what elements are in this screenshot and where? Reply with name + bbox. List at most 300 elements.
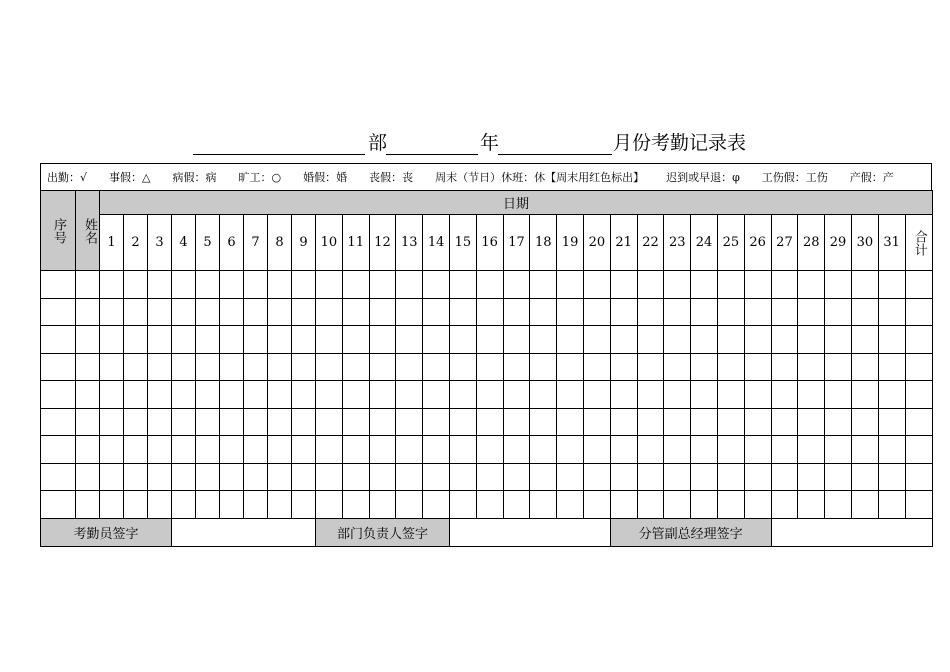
table-cell[interactable] xyxy=(423,298,450,326)
table-cell[interactable] xyxy=(557,298,584,326)
table-cell[interactable] xyxy=(851,463,878,491)
clerk-signature-field[interactable] xyxy=(172,518,316,546)
table-cell[interactable] xyxy=(449,463,476,491)
table-cell[interactable] xyxy=(172,353,196,381)
table-cell[interactable] xyxy=(196,353,220,381)
table-cell[interactable] xyxy=(476,381,503,409)
table-cell[interactable] xyxy=(905,271,932,299)
table-cell[interactable] xyxy=(610,381,637,409)
table-cell[interactable] xyxy=(557,326,584,354)
table-cell[interactable] xyxy=(503,436,530,464)
table-cell[interactable] xyxy=(664,491,691,519)
table-cell[interactable] xyxy=(172,408,196,436)
table-cell[interactable] xyxy=(244,298,268,326)
table-cell[interactable] xyxy=(76,271,100,299)
table-cell[interactable] xyxy=(798,408,825,436)
table-cell[interactable] xyxy=(664,436,691,464)
table-cell[interactable] xyxy=(396,326,423,354)
table-cell[interactable] xyxy=(342,436,369,464)
table-cell[interactable] xyxy=(717,353,744,381)
table-cell[interactable] xyxy=(41,381,76,409)
table-cell[interactable] xyxy=(292,381,316,409)
table-cell[interactable] xyxy=(717,463,744,491)
table-cell[interactable] xyxy=(423,271,450,299)
table-cell[interactable] xyxy=(41,408,76,436)
table-cell[interactable] xyxy=(664,408,691,436)
table-cell[interactable] xyxy=(220,463,244,491)
table-cell[interactable] xyxy=(449,381,476,409)
table-cell[interactable] xyxy=(637,381,664,409)
table-cell[interactable] xyxy=(878,381,905,409)
table-cell[interactable] xyxy=(76,408,100,436)
table-cell[interactable] xyxy=(664,353,691,381)
table-cell[interactable] xyxy=(557,408,584,436)
table-cell[interactable] xyxy=(316,381,343,409)
table-cell[interactable] xyxy=(124,463,148,491)
table-cell[interactable] xyxy=(148,353,172,381)
table-cell[interactable] xyxy=(220,353,244,381)
table-cell[interactable] xyxy=(220,298,244,326)
table-cell[interactable] xyxy=(41,353,76,381)
table-cell[interactable] xyxy=(691,436,718,464)
table-cell[interactable] xyxy=(41,491,76,519)
table-cell[interactable] xyxy=(691,491,718,519)
table-cell[interactable] xyxy=(292,463,316,491)
table-cell[interactable] xyxy=(244,463,268,491)
table-cell[interactable] xyxy=(557,436,584,464)
table-cell[interactable] xyxy=(41,271,76,299)
table-cell[interactable] xyxy=(744,463,771,491)
table-cell[interactable] xyxy=(100,381,124,409)
table-cell[interactable] xyxy=(172,298,196,326)
table-cell[interactable] xyxy=(825,326,852,354)
table-cell[interactable] xyxy=(268,353,292,381)
table-cell[interactable] xyxy=(798,353,825,381)
table-cell[interactable] xyxy=(196,381,220,409)
table-cell[interactable] xyxy=(76,491,100,519)
table-cell[interactable] xyxy=(244,381,268,409)
table-cell[interactable] xyxy=(316,298,343,326)
table-cell[interactable] xyxy=(316,353,343,381)
table-cell[interactable] xyxy=(423,436,450,464)
table-cell[interactable] xyxy=(610,353,637,381)
table-cell[interactable] xyxy=(268,381,292,409)
table-cell[interactable] xyxy=(292,326,316,354)
table-cell[interactable] xyxy=(610,271,637,299)
table-cell[interactable] xyxy=(503,408,530,436)
table-cell[interactable] xyxy=(449,298,476,326)
table-cell[interactable] xyxy=(905,463,932,491)
table-cell[interactable] xyxy=(124,381,148,409)
table-cell[interactable] xyxy=(771,381,798,409)
table-cell[interactable] xyxy=(369,381,396,409)
table-cell[interactable] xyxy=(771,436,798,464)
table-cell[interactable] xyxy=(41,436,76,464)
table-cell[interactable] xyxy=(342,326,369,354)
table-cell[interactable] xyxy=(423,326,450,354)
table-cell[interactable] xyxy=(369,353,396,381)
table-cell[interactable] xyxy=(905,381,932,409)
table-cell[interactable] xyxy=(423,408,450,436)
table-cell[interactable] xyxy=(76,353,100,381)
table-cell[interactable] xyxy=(637,326,664,354)
table-cell[interactable] xyxy=(423,463,450,491)
table-cell[interactable] xyxy=(148,408,172,436)
table-cell[interactable] xyxy=(744,381,771,409)
table-cell[interactable] xyxy=(878,298,905,326)
table-cell[interactable] xyxy=(878,491,905,519)
table-cell[interactable] xyxy=(196,491,220,519)
table-cell[interactable] xyxy=(100,436,124,464)
table-cell[interactable] xyxy=(172,271,196,299)
table-cell[interactable] xyxy=(423,353,450,381)
table-cell[interactable] xyxy=(583,436,610,464)
table-cell[interactable] xyxy=(196,271,220,299)
table-cell[interactable] xyxy=(316,408,343,436)
table-cell[interactable] xyxy=(691,326,718,354)
table-cell[interactable] xyxy=(148,298,172,326)
table-cell[interactable] xyxy=(268,408,292,436)
table-cell[interactable] xyxy=(851,436,878,464)
table-cell[interactable] xyxy=(744,408,771,436)
table-cell[interactable] xyxy=(825,463,852,491)
table-cell[interactable] xyxy=(476,463,503,491)
table-cell[interactable] xyxy=(610,326,637,354)
table-cell[interactable] xyxy=(905,353,932,381)
table-cell[interactable] xyxy=(530,271,557,299)
table-cell[interactable] xyxy=(905,408,932,436)
table-cell[interactable] xyxy=(905,298,932,326)
table-cell[interactable] xyxy=(124,353,148,381)
table-cell[interactable] xyxy=(771,491,798,519)
table-cell[interactable] xyxy=(637,298,664,326)
table-cell[interactable] xyxy=(100,298,124,326)
table-cell[interactable] xyxy=(342,353,369,381)
table-cell[interactable] xyxy=(220,381,244,409)
table-cell[interactable] xyxy=(292,353,316,381)
table-cell[interactable] xyxy=(148,271,172,299)
table-cell[interactable] xyxy=(172,326,196,354)
table-cell[interactable] xyxy=(172,491,196,519)
table-cell[interactable] xyxy=(530,298,557,326)
table-cell[interactable] xyxy=(825,271,852,299)
table-cell[interactable] xyxy=(100,408,124,436)
table-cell[interactable] xyxy=(530,463,557,491)
table-cell[interactable] xyxy=(851,408,878,436)
table-cell[interactable] xyxy=(292,408,316,436)
table-cell[interactable] xyxy=(342,463,369,491)
table-cell[interactable] xyxy=(342,381,369,409)
table-cell[interactable] xyxy=(530,353,557,381)
table-cell[interactable] xyxy=(825,298,852,326)
table-cell[interactable] xyxy=(124,326,148,354)
table-cell[interactable] xyxy=(664,326,691,354)
table-cell[interactable] xyxy=(148,491,172,519)
table-cell[interactable] xyxy=(244,271,268,299)
table-cell[interactable] xyxy=(851,271,878,299)
table-cell[interactable] xyxy=(583,298,610,326)
table-cell[interactable] xyxy=(449,271,476,299)
table-cell[interactable] xyxy=(476,271,503,299)
table-cell[interactable] xyxy=(905,436,932,464)
table-cell[interactable] xyxy=(878,463,905,491)
table-cell[interactable] xyxy=(583,408,610,436)
table-cell[interactable] xyxy=(342,271,369,299)
table-cell[interactable] xyxy=(637,491,664,519)
table-cell[interactable] xyxy=(503,463,530,491)
table-cell[interactable] xyxy=(744,298,771,326)
table-cell[interactable] xyxy=(664,298,691,326)
table-cell[interactable] xyxy=(771,463,798,491)
table-cell[interactable] xyxy=(744,326,771,354)
table-cell[interactable] xyxy=(717,271,744,299)
table-cell[interactable] xyxy=(369,298,396,326)
table-cell[interactable] xyxy=(851,298,878,326)
table-cell[interactable] xyxy=(798,436,825,464)
table-cell[interactable] xyxy=(717,326,744,354)
table-cell[interactable] xyxy=(691,298,718,326)
table-cell[interactable] xyxy=(196,408,220,436)
table-cell[interactable] xyxy=(76,463,100,491)
table-cell[interactable] xyxy=(610,463,637,491)
table-cell[interactable] xyxy=(691,408,718,436)
table-cell[interactable] xyxy=(268,298,292,326)
table-cell[interactable] xyxy=(557,463,584,491)
table-cell[interactable] xyxy=(825,381,852,409)
table-cell[interactable] xyxy=(825,353,852,381)
table-cell[interactable] xyxy=(637,271,664,299)
table-cell[interactable] xyxy=(771,326,798,354)
table-cell[interactable] xyxy=(503,271,530,299)
table-cell[interactable] xyxy=(316,491,343,519)
table-cell[interactable] xyxy=(41,326,76,354)
table-cell[interactable] xyxy=(76,326,100,354)
table-cell[interactable] xyxy=(172,463,196,491)
table-cell[interactable] xyxy=(369,326,396,354)
table-cell[interactable] xyxy=(637,436,664,464)
vice-manager-signature-field[interactable] xyxy=(771,518,932,546)
table-cell[interactable] xyxy=(148,436,172,464)
table-cell[interactable] xyxy=(557,381,584,409)
table-cell[interactable] xyxy=(124,298,148,326)
table-cell[interactable] xyxy=(316,271,343,299)
table-cell[interactable] xyxy=(610,436,637,464)
table-cell[interactable] xyxy=(905,491,932,519)
table-cell[interactable] xyxy=(583,271,610,299)
table-cell[interactable] xyxy=(717,491,744,519)
table-cell[interactable] xyxy=(148,381,172,409)
table-cell[interactable] xyxy=(530,381,557,409)
table-cell[interactable] xyxy=(396,408,423,436)
table-cell[interactable] xyxy=(691,381,718,409)
table-cell[interactable] xyxy=(396,353,423,381)
table-cell[interactable] xyxy=(583,381,610,409)
table-cell[interactable] xyxy=(717,408,744,436)
table-cell[interactable] xyxy=(268,463,292,491)
table-cell[interactable] xyxy=(637,353,664,381)
table-cell[interactable] xyxy=(610,298,637,326)
table-cell[interactable] xyxy=(825,491,852,519)
table-cell[interactable] xyxy=(449,491,476,519)
table-cell[interactable] xyxy=(396,463,423,491)
table-cell[interactable] xyxy=(100,326,124,354)
table-cell[interactable] xyxy=(503,491,530,519)
table-cell[interactable] xyxy=(268,271,292,299)
table-cell[interactable] xyxy=(369,271,396,299)
table-cell[interactable] xyxy=(220,491,244,519)
table-cell[interactable] xyxy=(583,463,610,491)
table-cell[interactable] xyxy=(100,463,124,491)
table-cell[interactable] xyxy=(292,271,316,299)
table-cell[interactable] xyxy=(342,298,369,326)
table-cell[interactable] xyxy=(530,436,557,464)
table-cell[interactable] xyxy=(664,381,691,409)
table-cell[interactable] xyxy=(744,491,771,519)
table-cell[interactable] xyxy=(771,271,798,299)
table-cell[interactable] xyxy=(100,491,124,519)
table-cell[interactable] xyxy=(717,381,744,409)
table-cell[interactable] xyxy=(530,408,557,436)
table-cell[interactable] xyxy=(220,271,244,299)
table-cell[interactable] xyxy=(744,436,771,464)
table-cell[interactable] xyxy=(196,436,220,464)
table-cell[interactable] xyxy=(503,326,530,354)
table-cell[interactable] xyxy=(798,381,825,409)
table-cell[interactable] xyxy=(476,436,503,464)
table-cell[interactable] xyxy=(610,491,637,519)
table-cell[interactable] xyxy=(825,408,852,436)
table-cell[interactable] xyxy=(148,463,172,491)
table-cell[interactable] xyxy=(851,353,878,381)
table-cell[interactable] xyxy=(396,381,423,409)
table-cell[interactable] xyxy=(268,436,292,464)
table-cell[interactable] xyxy=(244,326,268,354)
table-cell[interactable] xyxy=(220,436,244,464)
table-cell[interactable] xyxy=(41,298,76,326)
table-cell[interactable] xyxy=(124,271,148,299)
table-cell[interactable] xyxy=(637,408,664,436)
table-cell[interactable] xyxy=(244,408,268,436)
table-cell[interactable] xyxy=(664,271,691,299)
dept-head-signature-field[interactable] xyxy=(449,518,610,546)
table-cell[interactable] xyxy=(503,381,530,409)
table-cell[interactable] xyxy=(396,436,423,464)
table-cell[interactable] xyxy=(396,271,423,299)
table-cell[interactable] xyxy=(798,271,825,299)
table-cell[interactable] xyxy=(771,353,798,381)
table-cell[interactable] xyxy=(717,298,744,326)
table-cell[interactable] xyxy=(771,408,798,436)
table-cell[interactable] xyxy=(196,326,220,354)
table-cell[interactable] xyxy=(851,326,878,354)
table-cell[interactable] xyxy=(342,408,369,436)
table-cell[interactable] xyxy=(316,436,343,464)
table-cell[interactable] xyxy=(220,408,244,436)
table-cell[interactable] xyxy=(316,326,343,354)
table-cell[interactable] xyxy=(268,326,292,354)
table-cell[interactable] xyxy=(530,491,557,519)
table-cell[interactable] xyxy=(476,298,503,326)
table-cell[interactable] xyxy=(423,381,450,409)
table-cell[interactable] xyxy=(878,408,905,436)
table-cell[interactable] xyxy=(530,326,557,354)
table-cell[interactable] xyxy=(244,491,268,519)
table-cell[interactable] xyxy=(825,436,852,464)
table-cell[interactable] xyxy=(316,463,343,491)
table-cell[interactable] xyxy=(124,436,148,464)
table-cell[interactable] xyxy=(878,436,905,464)
table-cell[interactable] xyxy=(342,491,369,519)
table-cell[interactable] xyxy=(503,353,530,381)
table-cell[interactable] xyxy=(744,353,771,381)
table-cell[interactable] xyxy=(172,381,196,409)
table-cell[interactable] xyxy=(196,298,220,326)
table-cell[interactable] xyxy=(476,326,503,354)
table-cell[interactable] xyxy=(476,353,503,381)
table-cell[interactable] xyxy=(476,491,503,519)
table-cell[interactable] xyxy=(292,491,316,519)
table-cell[interactable] xyxy=(76,436,100,464)
table-cell[interactable] xyxy=(396,491,423,519)
table-cell[interactable] xyxy=(798,298,825,326)
table-cell[interactable] xyxy=(449,408,476,436)
table-cell[interactable] xyxy=(557,491,584,519)
table-cell[interactable] xyxy=(637,463,664,491)
table-cell[interactable] xyxy=(771,298,798,326)
table-cell[interactable] xyxy=(76,381,100,409)
table-cell[interactable] xyxy=(798,326,825,354)
table-cell[interactable] xyxy=(798,463,825,491)
table-cell[interactable] xyxy=(100,271,124,299)
table-cell[interactable] xyxy=(851,381,878,409)
table-cell[interactable] xyxy=(244,436,268,464)
table-cell[interactable] xyxy=(148,326,172,354)
table-cell[interactable] xyxy=(369,436,396,464)
table-cell[interactable] xyxy=(503,298,530,326)
table-cell[interactable] xyxy=(878,271,905,299)
table-cell[interactable] xyxy=(41,463,76,491)
table-cell[interactable] xyxy=(292,298,316,326)
table-cell[interactable] xyxy=(851,491,878,519)
table-cell[interactable] xyxy=(292,436,316,464)
table-cell[interactable] xyxy=(691,463,718,491)
table-cell[interactable] xyxy=(449,326,476,354)
table-cell[interactable] xyxy=(664,463,691,491)
table-cell[interactable] xyxy=(369,408,396,436)
table-cell[interactable] xyxy=(100,353,124,381)
table-cell[interactable] xyxy=(878,326,905,354)
table-cell[interactable] xyxy=(220,326,244,354)
table-cell[interactable] xyxy=(744,271,771,299)
table-cell[interactable] xyxy=(196,463,220,491)
table-cell[interactable] xyxy=(557,353,584,381)
table-cell[interactable] xyxy=(449,353,476,381)
table-cell[interactable] xyxy=(369,463,396,491)
table-cell[interactable] xyxy=(124,408,148,436)
table-cell[interactable] xyxy=(691,271,718,299)
table-cell[interactable] xyxy=(691,353,718,381)
table-cell[interactable] xyxy=(476,408,503,436)
table-cell[interactable] xyxy=(557,271,584,299)
table-cell[interactable] xyxy=(583,326,610,354)
table-cell[interactable] xyxy=(583,491,610,519)
table-cell[interactable] xyxy=(124,491,148,519)
table-cell[interactable] xyxy=(905,326,932,354)
table-cell[interactable] xyxy=(878,353,905,381)
table-cell[interactable] xyxy=(798,491,825,519)
table-cell[interactable] xyxy=(396,298,423,326)
table-cell[interactable] xyxy=(244,353,268,381)
